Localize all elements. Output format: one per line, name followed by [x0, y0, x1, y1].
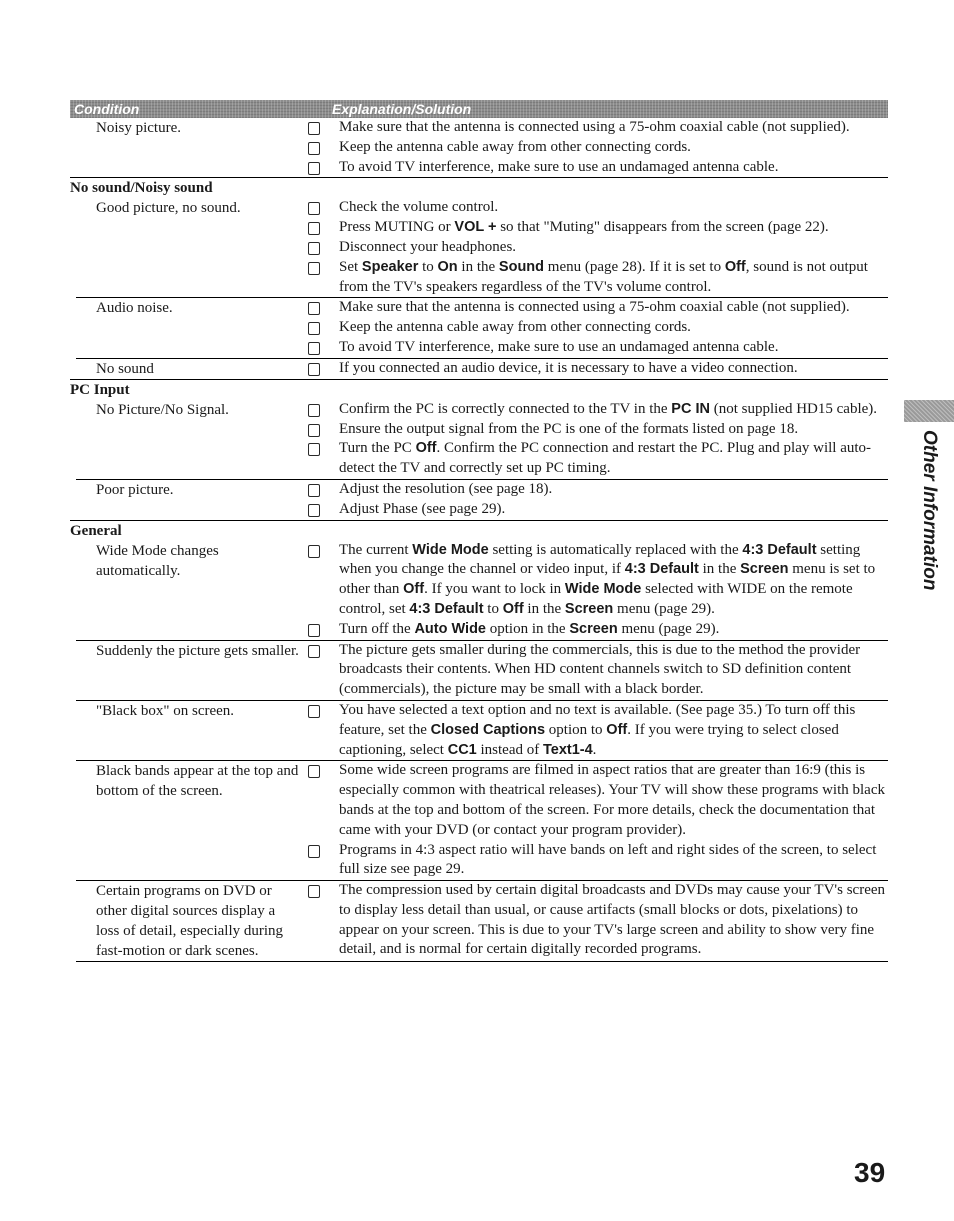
- checkbox-bullet-icon: [308, 242, 320, 255]
- table-row: [76, 479, 888, 520]
- solution-list: [302, 881, 888, 961]
- solution-text: If you connected an audio device, it is necessary to have a video connection.: [339, 359, 798, 376]
- table-row: [76, 297, 888, 357]
- solution-item: [302, 238, 888, 258]
- bold-term: Off: [606, 721, 628, 738]
- condition-cell: Suddenly the picture gets smaller.: [96, 642, 299, 659]
- table-row: [76, 880, 888, 961]
- solution-text: The current Wide Mode setting is automatically replaced with the 4:3 Default setting when you change the channel or video input, if 4:3 Default in the Screen menu is set to other than Off. If you want to lock in Wide Mode selected with WIDE on the remote control, set 4:3 Default to Off in the Screen menu (page 29).: [339, 541, 876, 617]
- solution-text: You have selected a text option and no text is available. (See page 35.) To turn off this feature, set the Closed Captions option to Off. If you were trying to select closed captioning, select CC1 instead of Text1-4.: [339, 701, 856, 758]
- bold-term: Screen: [569, 620, 618, 637]
- section-title: No sound/Noisy sound: [70, 177, 888, 198]
- solution-text: Make sure that the antenna is connected using a 75-ohm coaxial cable (not supplied).: [339, 299, 850, 316]
- solution-item: [302, 420, 888, 440]
- checkbox-bullet-icon: [308, 122, 320, 135]
- condition-cell: "Black box" on screen.: [96, 702, 235, 719]
- solution-item: [302, 198, 888, 218]
- table-row: [76, 760, 888, 880]
- solution-text: Keep the antenna cable away from other connecting cords.: [339, 319, 691, 336]
- solution-item: [302, 761, 888, 840]
- checkbox-bullet-icon: [308, 443, 320, 456]
- solution-item: [302, 439, 888, 479]
- solution-text: Turn the PC Off. Confirm the PC connection and restart the PC. Plug and play will auto-detect the TV and correctly set up PC timing.: [339, 440, 872, 477]
- bold-term: 4:3 Default: [742, 541, 817, 558]
- bold-term: Wide Mode: [412, 541, 489, 558]
- solution-text: Keep the antenna cable away from other connecting cords.: [339, 138, 691, 155]
- checkbox-bullet-icon: [308, 845, 320, 858]
- solution-item: [302, 841, 888, 881]
- solution-item: [302, 400, 888, 420]
- bold-term: Speaker: [361, 258, 419, 275]
- checkbox-bullet-icon: [308, 363, 320, 376]
- checkbox-bullet-icon: [308, 222, 320, 235]
- bold-term: Sound: [498, 258, 545, 275]
- bold-term: Closed Captions: [430, 721, 546, 738]
- side-tab-label: Other Information: [919, 430, 940, 591]
- checkbox-bullet-icon: [308, 342, 320, 355]
- solution-list: [302, 541, 888, 640]
- solution-item: [302, 298, 888, 318]
- solution-item: [302, 338, 888, 358]
- solution-item: [302, 620, 888, 640]
- solution-item: [302, 138, 888, 158]
- condition-cell: Wide Mode changes automatically.: [96, 542, 219, 579]
- solution-item: [302, 218, 888, 238]
- bold-term: Off: [415, 440, 437, 457]
- troubleshooting-table: [70, 100, 888, 962]
- condition-cell: Black bands appear at the top and bottom of the screen.: [96, 763, 299, 800]
- bold-term: Off: [724, 258, 746, 275]
- condition-cell: Good picture, no sound.: [96, 200, 241, 217]
- table-row: [76, 358, 888, 379]
- table-row: [76, 640, 888, 700]
- checkbox-bullet-icon: [308, 302, 320, 315]
- solution-list: [302, 641, 888, 700]
- solution-list: [302, 198, 888, 297]
- solution-list: [302, 761, 888, 880]
- checkbox-bullet-icon: [308, 404, 320, 417]
- solution-item: [302, 480, 888, 500]
- bold-term: Auto Wide: [414, 620, 486, 637]
- condition-cell: Poor picture.: [96, 481, 174, 498]
- bold-term: On: [437, 258, 458, 275]
- bottom-rule: [76, 961, 888, 962]
- checkbox-bullet-icon: [308, 885, 320, 898]
- table-row: [76, 118, 888, 177]
- solution-item: [302, 158, 888, 178]
- solution-list: [302, 118, 888, 177]
- table-row: [76, 400, 888, 479]
- solution-text: Programs in 4:3 aspect ratio will have bands on left and right sides of the screen, to select full size see page 29.: [339, 841, 877, 878]
- bold-term: CC1: [447, 741, 477, 758]
- solution-text: Confirm the PC is correctly connected to the TV in the PC IN (not supplied HD15 cable).: [339, 400, 878, 417]
- checkbox-bullet-icon: [308, 202, 320, 215]
- bold-term: Off: [403, 581, 425, 598]
- checkbox-bullet-icon: [308, 504, 320, 517]
- solution-text: To avoid TV interference, make sure to use an undamaged antenna cable.: [339, 158, 779, 175]
- solution-text: Press MUTING or VOL + so that "Muting" disappears from the screen (page 22).: [339, 219, 829, 236]
- solution-item: [302, 118, 888, 138]
- condition-cell: Certain programs on DVD or other digital sources display a loss of detail, especially during fast-motion or dark scenes.: [96, 883, 284, 960]
- bold-term: 4:3 Default: [409, 600, 484, 617]
- solution-item: [302, 318, 888, 338]
- solution-text: Some wide screen programs are filmed in aspect ratios that are greater than 16:9 (this is especially common with theatrical releases). Your TV will show these programs with black bands at the top and bottom of the screen. For more details, check the documentation that came with your DVD (or contact your program provider).: [339, 762, 885, 838]
- solution-text: Set Speaker to On in the Sound menu (page 28). If it is set to Off, sound is not output from the TV's speakers regardless of the TV's volume control.: [339, 258, 868, 295]
- section-title: General: [70, 520, 888, 541]
- solution-item: [302, 701, 888, 760]
- table-row: [76, 700, 888, 760]
- checkbox-bullet-icon: [308, 424, 320, 437]
- bold-term: Off: [502, 600, 524, 617]
- solution-text: The compression used by certain digital broadcasts and DVDs may cause your TV's screen to display less detail than usual, or cause artifacts (small blocks or dots, pixelations) to appear on your screen. This is due to your TV's large screen and ability to show very fine detail, and is normal for certain digitally recorded programs.: [339, 882, 886, 958]
- solution-list: [302, 701, 888, 760]
- solution-list: [302, 480, 888, 520]
- solution-item: [302, 641, 888, 700]
- solution-list: [302, 298, 888, 357]
- checkbox-bullet-icon: [308, 142, 320, 155]
- solution-text: Turn off the Auto Wide option in the Screen menu (page 29).: [339, 620, 720, 637]
- solution-item: [302, 541, 888, 620]
- checkbox-bullet-icon: [308, 645, 320, 658]
- condition-cell: No sound: [96, 360, 154, 377]
- bold-term: PC IN: [671, 400, 710, 417]
- page-number: 39: [854, 1157, 886, 1188]
- table-row: [76, 198, 888, 297]
- checkbox-bullet-icon: [308, 322, 320, 335]
- solution-list: [302, 400, 888, 479]
- condition-cell: Noisy picture.: [96, 120, 181, 136]
- condition-cell: Audio noise.: [96, 300, 173, 317]
- table-body: [70, 118, 888, 961]
- checkbox-bullet-icon: [308, 484, 320, 497]
- checkbox-bullet-icon: [308, 262, 320, 275]
- solution-text: To avoid TV interference, make sure to use an undamaged antenna cable.: [339, 338, 779, 355]
- bold-term: VOL +: [454, 219, 497, 236]
- solution-item: [302, 500, 888, 520]
- bold-term: 4:3 Default: [624, 561, 699, 578]
- checkbox-bullet-icon: [308, 624, 320, 637]
- solution-text: Disconnect your headphones.: [339, 238, 517, 255]
- checkbox-bullet-icon: [308, 162, 320, 175]
- side-tab-marker: [904, 400, 954, 422]
- solution-text: Adjust Phase (see page 29).: [339, 500, 506, 517]
- solution-text: Make sure that the antenna is connected using a 75-ohm coaxial cable (not supplied).: [339, 119, 850, 135]
- solution-text: The picture gets smaller during the commercials, this is due to the method the provider broadcasts their contents. When HD content channels switch to SD definition content (commercials), the picture may be small with a black border.: [339, 641, 861, 698]
- solution-item: [302, 881, 888, 960]
- solution-list: [302, 359, 888, 379]
- table-row: [76, 541, 888, 640]
- checkbox-bullet-icon: [308, 705, 320, 718]
- solution-item: [302, 258, 888, 298]
- solution-item: [302, 359, 888, 379]
- section-title: PC Input: [70, 379, 888, 400]
- checkbox-bullet-icon: [308, 545, 320, 558]
- condition-header: Condition: [74, 101, 140, 117]
- solution-text: Adjust the resolution (see page 18).: [339, 480, 553, 497]
- checkbox-bullet-icon: [308, 765, 320, 778]
- bold-term: Text1-4: [542, 741, 593, 758]
- solution-header: Explanation/Solution: [332, 101, 472, 117]
- bold-term: Screen: [564, 600, 614, 617]
- bold-term: Wide Mode: [564, 581, 642, 598]
- solution-text: Ensure the output signal from the PC is one of the formats listed on page 18.: [339, 420, 799, 437]
- table-header: [70, 100, 888, 118]
- solution-text: Check the volume control.: [339, 199, 499, 216]
- condition-cell: No Picture/No Signal.: [96, 401, 229, 418]
- bold-term: Screen: [740, 561, 789, 578]
